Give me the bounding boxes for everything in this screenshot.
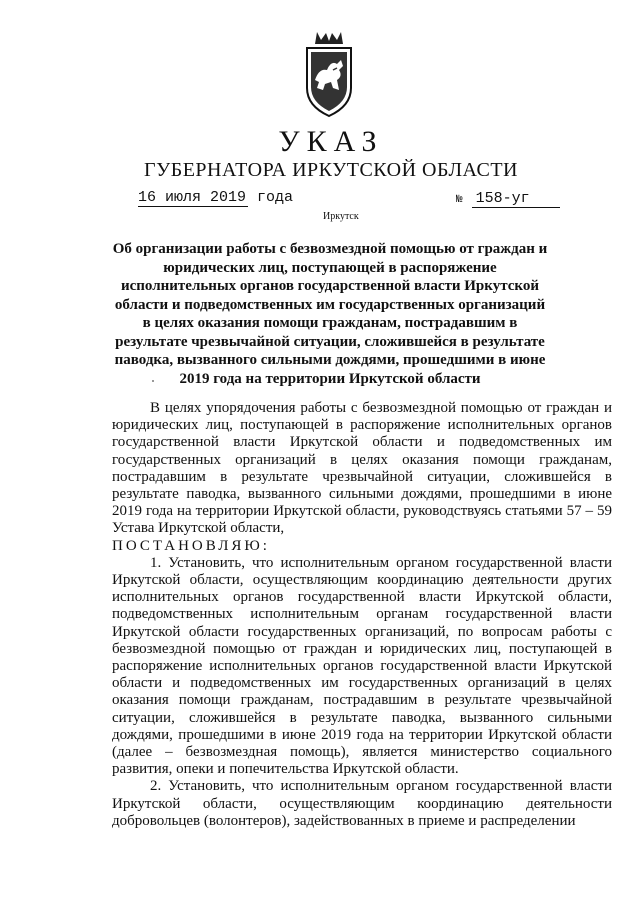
item-2-paragraph: 2. Установить, что исполнительным органом государственной власти Иркутской области, осуществляющим координацию деятельности добровольцев (волонтеров), задействованных в приеме и распределении [112,778,612,829]
number-sign: № [456,194,463,206]
preamble-paragraph: В целях упорядочения работы с безвозмездной помощью от граждан и юридических лиц, поступающей в распоряжение исполнительных органов государственной власти Иркутской области и подведомственных им государственных организаций в целях оказания помощи гражданам, пострадавшим в результате чрезвычайной ситуации, сложившейся в результате паводка, вызванного сильными дождями, прошедшими в июне 2019 года на территории Иркутской области, руководствуясь статьями 57 – 59 Устава Иркутской области, [112,400,612,537]
number-value: 158-уг [472,190,560,208]
coat-of-arms-icon [303,30,355,118]
document-number [456,190,560,208]
date-suffix: года [248,189,294,206]
scan-speck [152,380,154,382]
document-title: УКАЗ [278,125,384,158]
item-1-paragraph: 1. Установить, что исполнительным органом государственной власти Иркутской области, осуществляющим координацию деятельности других исполнительных органов государственной власти Иркутской области, подведомственных исполнительным органам государственной власти Иркутской области государственных организаций, по вопросам работы с безвозмездной помощью от граждан и юридических лиц, поступающей в распоряжение исполнительных органов государственной власти Иркутской области и подведомственных им государственных организаций в целях оказания помощи гражданам, пострадавшим в результате чрезвычайной ситуации, сложившейся в результате паводка, вызванного сильными дождями, прошедшими в июне 2019 года на территории Иркутской области (далее – безвозмездная помощь), является министерство социального развития, опеки и попечительства Иркутской области. [112,554,612,778]
document-date [138,189,293,206]
document-body [112,400,612,830]
decree-word: ПОСТАНОВЛЯЮ: [112,537,270,554]
date-value: 16 июля 2019 [138,189,247,206]
decree-heading: Об организации работы с безвозмездной помощью от граждан и юридических лиц, поступающей в распоряжение исполнительных органов государственной власти Иркутской области и подведомственных им государственных организаций в целях оказания помощи гражданам, пострадавшим в результате чрезвычайной ситуации, сложившейся в результате паводка, вызванного сильными дождями, прошедшими в июне 2019 года на территории Иркутской области [112,241,548,387]
city-name: Иркутск [323,211,359,222]
document-subtitle: ГУБЕРНАТОРА ИРКУТСКОЙ ОБЛАСТИ [144,159,518,181]
